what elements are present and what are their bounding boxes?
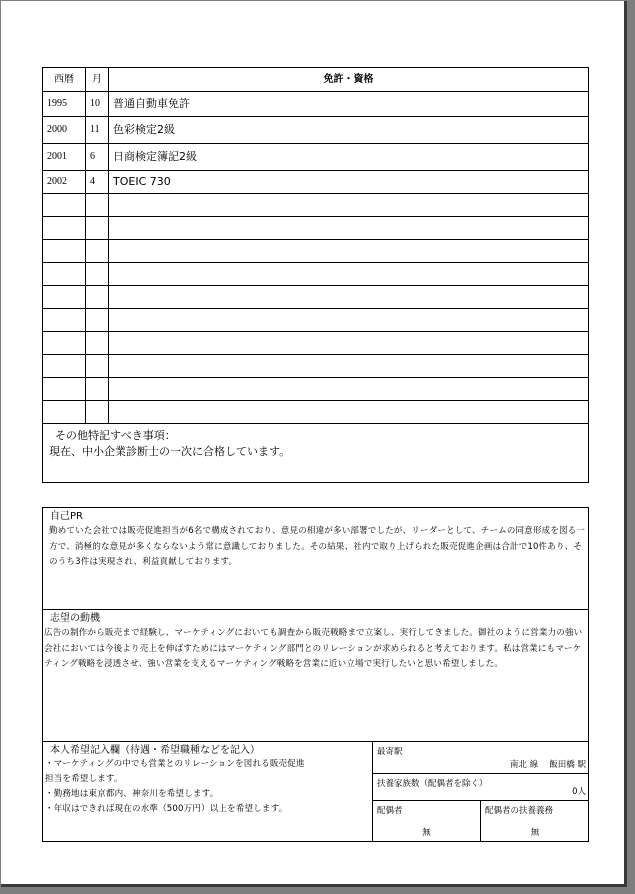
motive-section <box>42 609 589 742</box>
dependents-value: 0人 <box>572 787 586 797</box>
license-row <box>43 171 589 194</box>
dependents-label: 扶養家族数（配偶者を除く） <box>377 779 488 789</box>
month-header: 月 <box>86 68 109 92</box>
license-empty-row <box>43 263 589 286</box>
nearest-station-cell <box>373 742 589 774</box>
request-line: 担当を希望します。 <box>45 774 123 784</box>
license-row <box>43 144 589 171</box>
motive-title: 志望の動機 <box>50 613 100 624</box>
spouse-value: 無 <box>422 828 431 838</box>
special-notes-title: その他特記すべき事項： <box>55 429 176 442</box>
spouse-label: 配偶者 <box>377 806 403 816</box>
spouse-support-value: 無 <box>530 828 540 838</box>
resume-page <box>1 1 627 887</box>
dependents-cell <box>373 774 589 801</box>
license-title-header: 免許・資格 <box>109 68 589 92</box>
special-notes-body: 現在、中小企業診断士の一次に合格しています。 <box>49 445 291 458</box>
year-header: 西暦 <box>43 68 86 92</box>
license-month: 4 <box>86 171 109 194</box>
license-table <box>42 67 589 483</box>
spouse-support-cell <box>481 801 589 841</box>
license-empty-row <box>43 217 589 240</box>
license-text: 普通自動車免許 <box>109 92 589 117</box>
request-section <box>42 742 589 842</box>
request-line: ・マーケティングの中でも営業とのリレーションを図れる販売促進 <box>45 759 305 769</box>
license-year: 1995 <box>43 92 86 117</box>
nearest-station-label: 最寄駅 <box>377 747 403 757</box>
license-header-row <box>43 68 589 92</box>
license-row <box>43 117 589 144</box>
license-empty-row <box>43 194 589 217</box>
license-year: 2001 <box>43 144 86 171</box>
license-empty-row <box>43 355 589 378</box>
request-line: ・年収はできれば現在の水準（500万円）以上を希望します。 <box>45 804 288 814</box>
license-text: 色彩検定2級 <box>109 117 589 144</box>
license-text: 日商検定簿記2級 <box>109 144 589 171</box>
license-empty-row <box>43 332 589 355</box>
license-month: 11 <box>86 117 109 144</box>
license-year: 2000 <box>43 117 86 144</box>
license-year: 2002 <box>43 171 86 194</box>
motive-body: 広告の制作から販売まで経験し、マーケティングにおいても調査から販売戦略まで立案し、実行してきました。御社のように営業力の強い会社においては今後より売上を伸ばすためにはマーケティング部門とのリレーションが求められると考えております。私は営業にもマーケティング戦略を浸透させ、強い営業を支えるマーケティング戦略を営業に近い立場で実行したいと思い希望しました。 <box>44 628 583 669</box>
personal-request <box>43 742 373 841</box>
self-pr-body: 勤めていた会社では販売促進担当が6名で構成されており、意見の相違が多い部署でしたが、リーダーとして、チームの同意形成を図る一方で、消極的な意見が多くならないよう常に意識しておりました。その結果、社内で取り上げられた販売促進企画は合計で10件あり、そのうち3件は実現され、利益貢献しております。 <box>49 526 586 567</box>
self-pr-section <box>42 507 589 610</box>
nearest-station-value: 南北 線 飯田橋 駅 <box>509 760 586 770</box>
license-month: 10 <box>86 92 109 117</box>
license-empty-row <box>43 309 589 332</box>
special-notes <box>43 424 589 483</box>
license-row <box>43 92 589 117</box>
request-title: 本人希望記入欄（待遇・希望職種などを記入） <box>50 745 260 756</box>
spouse-support-label: 配偶者の扶養義務 <box>485 806 554 816</box>
license-empty-row <box>43 286 589 309</box>
license-empty-row <box>43 378 589 401</box>
license-text: TOEIC 730 <box>109 171 589 194</box>
license-month: 6 <box>86 144 109 171</box>
self-pr-title: 自己PR <box>50 511 83 522</box>
license-empty-row <box>43 240 589 263</box>
license-empty-row <box>43 401 589 424</box>
spouse-cell <box>373 801 481 841</box>
request-line: ・勤務地は東京都内、神奈川を希望します。 <box>45 789 219 799</box>
